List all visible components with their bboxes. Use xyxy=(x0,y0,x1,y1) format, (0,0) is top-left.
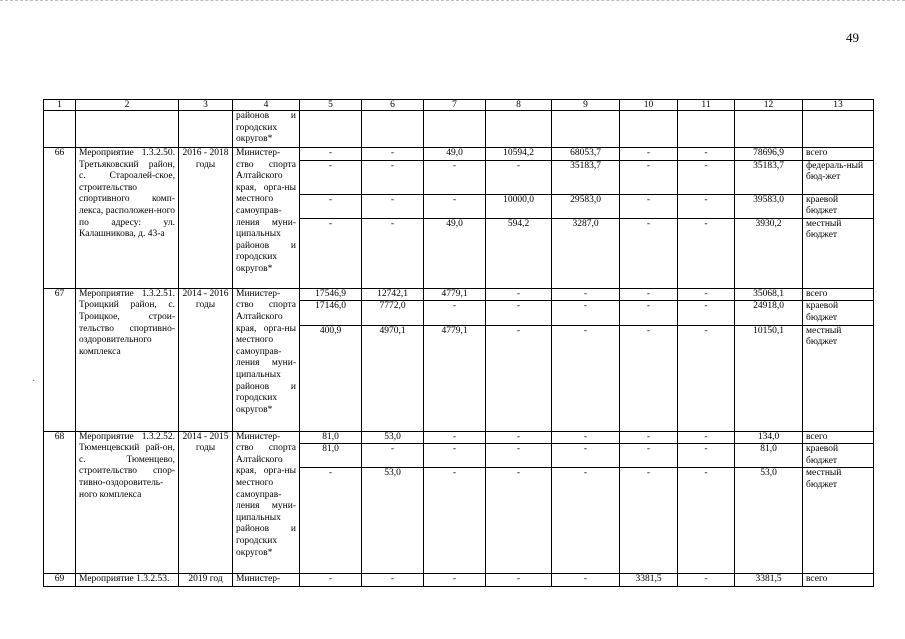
activity-row xyxy=(44,574,874,587)
activity-years: 2019 год xyxy=(179,574,233,587)
total-amount: 10150,1 xyxy=(735,325,803,431)
year-amount: - xyxy=(678,468,735,574)
year-amount: - xyxy=(300,574,362,587)
table-cell xyxy=(179,111,233,148)
year-amount: 49,0 xyxy=(424,148,486,161)
year-amount: 53,0 xyxy=(362,431,424,444)
funding-source: всего xyxy=(803,288,874,301)
year-amount: - xyxy=(678,194,735,218)
year-amount: - xyxy=(486,301,552,325)
year-amount: - xyxy=(620,288,678,301)
year-amount: 12742,1 xyxy=(362,288,424,301)
column-number: 6 xyxy=(362,100,424,111)
total-amount: 35183,7 xyxy=(735,160,803,194)
year-amount: - xyxy=(678,148,735,161)
activity-number: 69 xyxy=(44,574,76,587)
year-amount: - xyxy=(486,468,552,574)
year-amount: - xyxy=(678,288,735,301)
activity-years: 2014 - 2015 годы xyxy=(179,431,233,574)
year-amount: - xyxy=(620,444,678,468)
year-amount: - xyxy=(552,288,620,301)
funding-source: местный бюджет xyxy=(803,325,874,431)
funding-source: краевой бюджет xyxy=(803,444,874,468)
table-cell xyxy=(44,111,76,148)
total-amount: 53,0 xyxy=(735,468,803,574)
column-number: 5 xyxy=(300,100,362,111)
total-amount: 35068,1 xyxy=(735,288,803,301)
column-number: 9 xyxy=(552,100,620,111)
year-amount: - xyxy=(678,160,735,194)
continuation-row xyxy=(44,111,874,148)
program-activities-table xyxy=(43,99,874,587)
year-amount: - xyxy=(300,468,362,574)
table-cell xyxy=(362,111,424,148)
funding-source: местный бюджет xyxy=(803,468,874,574)
activity-executor: Министер- xyxy=(233,574,300,587)
year-amount: 400,9 xyxy=(300,325,362,431)
year-amount: - xyxy=(424,444,486,468)
year-amount: - xyxy=(552,431,620,444)
year-amount: - xyxy=(552,301,620,325)
activity-executor: Министер-ство спорта Алтайского края, орга-ны местного самоуправ-ления муни-ципальных районов и городских округов* xyxy=(233,148,300,289)
year-amount: 68053,7 xyxy=(552,148,620,161)
funding-source: всего xyxy=(803,574,874,587)
year-amount: - xyxy=(362,218,424,288)
total-amount: 24918,0 xyxy=(735,301,803,325)
column-number: 13 xyxy=(803,100,874,111)
year-amount: 4779,1 xyxy=(424,288,486,301)
year-amount: 3381,5 xyxy=(620,574,678,587)
year-amount: - xyxy=(424,194,486,218)
activity-executor: Министер-ство спорта Алтайского края, орга-ны местного самоуправ-ления муни-ципальных районов и городских округов* xyxy=(233,288,300,431)
year-amount: 81,0 xyxy=(300,444,362,468)
year-amount: - xyxy=(678,574,735,587)
year-amount: - xyxy=(362,148,424,161)
year-amount: - xyxy=(620,218,678,288)
year-amount: - xyxy=(424,574,486,587)
year-amount: 7772,0 xyxy=(362,301,424,325)
funding-source: всего xyxy=(803,431,874,444)
funding-source: всего xyxy=(803,148,874,161)
year-amount: 4779,1 xyxy=(424,325,486,431)
year-amount: - xyxy=(300,160,362,194)
year-amount: - xyxy=(620,325,678,431)
year-amount: - xyxy=(362,160,424,194)
year-amount: 10594,2 xyxy=(486,148,552,161)
column-number: 4 xyxy=(233,100,300,111)
funding-source: краевой бюджет xyxy=(803,194,874,218)
year-amount: - xyxy=(300,218,362,288)
table-cell xyxy=(486,111,552,148)
column-number: 11 xyxy=(678,100,735,111)
scan-top-edge xyxy=(0,0,905,7)
year-amount: 4970,1 xyxy=(362,325,424,431)
year-amount: - xyxy=(300,194,362,218)
year-amount: - xyxy=(552,468,620,574)
year-amount: 81,0 xyxy=(300,431,362,444)
activity-executor: Министер-ство спорта Алтайского края, орга-ны местного самоуправ-ления муни-ципальных районов и городских округов* xyxy=(233,431,300,574)
funding-source: местный бюджет xyxy=(803,218,874,288)
activity-row xyxy=(44,431,874,444)
year-amount: 594,2 xyxy=(486,218,552,288)
year-amount: - xyxy=(552,574,620,587)
table-cell xyxy=(803,111,874,148)
table-cell xyxy=(300,111,362,148)
activity-name: Мероприятие 1.3.2.50. Третьяковский район, с. Староалей-ское, строительство спортивного комп-лекса, расположен-ного по адресу: ул. Калашникова, д. 43-а xyxy=(76,148,179,289)
executor-continuation: районов и городских округов* xyxy=(233,111,300,148)
activity-name: Мероприятие 1.3.2.52. Тюменцевский рай-он, с. Тюменцево, строительство спор-тивно-оздоровитель-ного комплекса xyxy=(76,431,179,574)
year-amount: - xyxy=(620,148,678,161)
table-cell xyxy=(76,111,179,148)
activity-number: 66 xyxy=(44,148,76,289)
funding-source: краевой бюджет xyxy=(803,301,874,325)
year-amount: - xyxy=(678,218,735,288)
year-amount: 49,0 xyxy=(424,218,486,288)
column-number: 3 xyxy=(179,100,233,111)
year-amount: - xyxy=(362,194,424,218)
total-amount: 39583,0 xyxy=(735,194,803,218)
table-cell xyxy=(552,111,620,148)
scan-artifact-mark: · xyxy=(32,376,36,387)
table-cell xyxy=(735,111,803,148)
year-amount: - xyxy=(678,431,735,444)
column-number: 2 xyxy=(76,100,179,111)
year-amount: - xyxy=(486,160,552,194)
funding-source: федераль-ный бюд-жет xyxy=(803,160,874,194)
page-number: 49 xyxy=(846,30,859,45)
year-amount: - xyxy=(362,444,424,468)
year-amount: - xyxy=(362,574,424,587)
activity-row xyxy=(44,288,874,301)
table-cell xyxy=(424,111,486,148)
table-cell xyxy=(620,111,678,148)
total-amount: 81,0 xyxy=(735,444,803,468)
year-amount: - xyxy=(620,468,678,574)
year-amount: 29583,0 xyxy=(552,194,620,218)
year-amount: - xyxy=(424,468,486,574)
year-amount: - xyxy=(678,301,735,325)
year-amount: - xyxy=(678,325,735,431)
column-number: 1 xyxy=(44,100,76,111)
year-amount: - xyxy=(300,148,362,161)
column-number: 8 xyxy=(486,100,552,111)
year-amount: 35183,7 xyxy=(552,160,620,194)
column-number: 10 xyxy=(620,100,678,111)
year-amount: - xyxy=(620,431,678,444)
total-amount: 3381,5 xyxy=(735,574,803,587)
year-amount: - xyxy=(486,444,552,468)
year-amount: - xyxy=(486,325,552,431)
year-amount: - xyxy=(486,574,552,587)
year-amount: - xyxy=(620,160,678,194)
activity-name: Мероприятие 1.3.2.51. Троицкий район, с. Троицкое, строи-тельство спортивно-оздоровительного комплекса xyxy=(76,288,179,431)
activity-years: 2014 - 2016 годы xyxy=(179,288,233,431)
total-amount: 134,0 xyxy=(735,431,803,444)
year-amount: - xyxy=(424,301,486,325)
year-amount: - xyxy=(424,160,486,194)
column-number: 12 xyxy=(735,100,803,111)
activity-name: Мероприятие 1.3.2.53. xyxy=(76,574,179,587)
table-cell xyxy=(678,111,735,148)
year-amount: - xyxy=(552,444,620,468)
year-amount: - xyxy=(678,444,735,468)
total-amount: 3930,2 xyxy=(735,218,803,288)
activity-row xyxy=(44,148,874,161)
year-amount: - xyxy=(486,431,552,444)
year-amount: - xyxy=(620,194,678,218)
year-amount: - xyxy=(552,325,620,431)
column-number-row xyxy=(44,100,874,111)
year-amount: 10000,0 xyxy=(486,194,552,218)
year-amount: 53,0 xyxy=(362,468,424,574)
year-amount: - xyxy=(486,288,552,301)
year-amount: 3287,0 xyxy=(552,218,620,288)
year-amount: - xyxy=(424,431,486,444)
activity-years: 2016 - 2018 годы xyxy=(179,148,233,289)
total-amount: 78696,9 xyxy=(735,148,803,161)
year-amount: 17146,0 xyxy=(300,301,362,325)
activity-number: 68 xyxy=(44,431,76,574)
year-amount: - xyxy=(620,301,678,325)
activity-number: 67 xyxy=(44,288,76,431)
column-number: 7 xyxy=(424,100,486,111)
year-amount: 17546,9 xyxy=(300,288,362,301)
